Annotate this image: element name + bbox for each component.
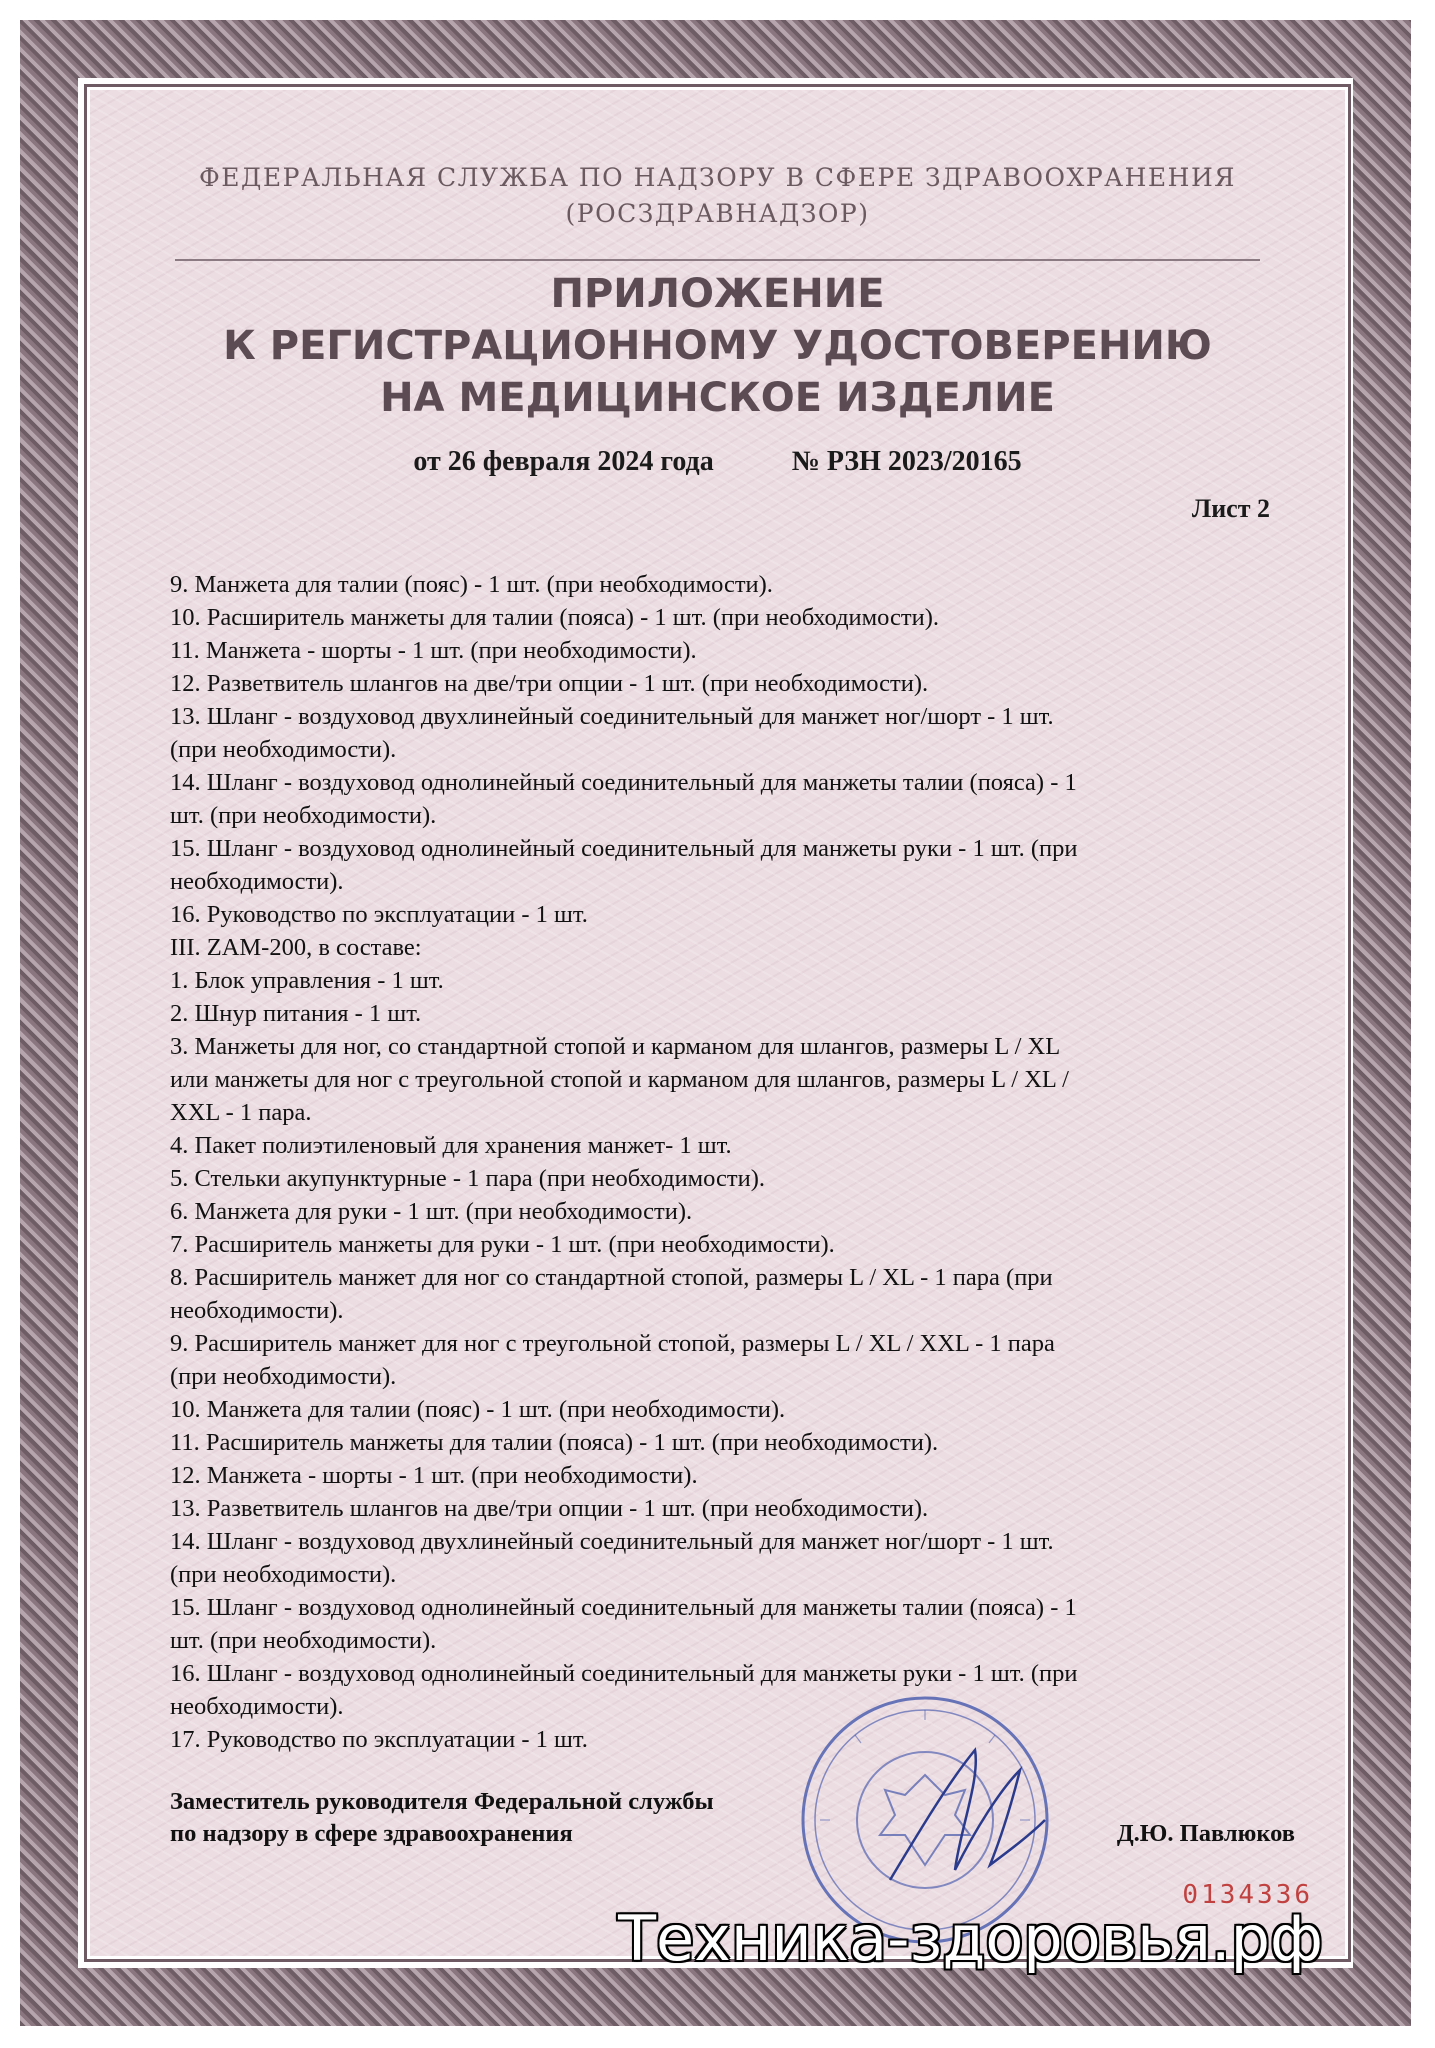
agency-abbreviation: (РОСЗДРАВНАДЗОР) <box>565 199 870 228</box>
list-item: 9. Расширитель манжет для ног с треугольной стопой, размеры L / XL / XXL - 1 пара <box>170 1330 1055 1357</box>
handwritten-signature-icon <box>880 1740 1050 1890</box>
list-item: необходимости). <box>170 1693 344 1720</box>
date-number-line <box>0 446 1435 478</box>
list-item: 14. Шланг - воздуховод двухлинейный соединительный для манжет ног/шорт - 1 шт. <box>170 1528 1054 1555</box>
list-item: (при необходимости). <box>170 736 397 763</box>
signatory-line-1: Заместитель руководителя Федеральной службы <box>170 1788 714 1815</box>
list-item: (при необходимости). <box>170 1561 397 1588</box>
signer-name: Д.Ю. Павлюков <box>1116 1820 1295 1847</box>
list-item: или манжеты для ног с треугольной стопой и карманом для шлангов, размеры L / XL / <box>170 1066 1069 1093</box>
list-item: 10. Расширитель манжеты для талии (пояса) - 1 шт. (при необходимости). <box>170 604 940 631</box>
list-item: 16. Руководство по эксплуатации - 1 шт. <box>170 901 588 928</box>
list-item: 15. Шланг - воздуховод однолинейный соединительный для манжеты руки - 1 шт. (при <box>170 835 1078 862</box>
signatory-line-2: по надзору в сфере здравоохранения <box>170 1820 573 1847</box>
issue-date: от 26 февраля 2024 года <box>413 446 714 477</box>
list-item: 7. Расширитель манжеты для руки - 1 шт. (при необходимости). <box>170 1231 835 1258</box>
list-item: 13. Разветвитель шлангов на две/три опции - 1 шт. (при необходимости). <box>170 1495 929 1522</box>
list-item: 17. Руководство по эксплуатации - 1 шт. <box>170 1726 588 1753</box>
list-item: XXL - 1 пара. <box>170 1099 312 1126</box>
list-item: 6. Манжета для руки - 1 шт. (при необходимости). <box>170 1198 693 1225</box>
agency-heading <box>0 160 1435 232</box>
list-item: 8. Расширитель манжет для ног со стандартной стопой, размеры L / XL - 1 пара (при <box>170 1264 1053 1291</box>
list-item: шт. (при необходимости). <box>170 1627 437 1654</box>
list-item: 11. Манжета - шорты - 1 шт. (при необходимости). <box>170 637 697 664</box>
composition-list <box>170 568 1300 1756</box>
serial-number: 0134336 <box>1182 1880 1313 1910</box>
list-item: 12. Манжета - шорты - 1 шт. (при необходимости). <box>170 1462 698 1489</box>
list-item: 1. Блок управления - 1 шт. <box>170 967 444 994</box>
list-item: 12. Разветвитель шлангов на две/три опции - 1 шт. (при необходимости). <box>170 670 929 697</box>
list-item: III. ZAM-200, в составе: <box>170 934 422 961</box>
list-item: 2. Шнур питания - 1 шт. <box>170 1000 422 1027</box>
list-item: 13. Шланг - воздуховод двухлинейный соединительный для манжет ног/шорт - 1 шт. <box>170 703 1054 730</box>
list-item: 9. Манжета для талии (пояс) - 1 шт. (при необходимости). <box>170 571 773 598</box>
list-item: 10. Манжета для талии (пояс) - 1 шт. (при необходимости). <box>170 1396 786 1423</box>
list-item: 11. Расширитель манжеты для талии (пояса) - 1 шт. (при необходимости). <box>170 1429 939 1456</box>
agency-name: ФЕДЕРАЛЬНАЯ СЛУЖБА ПО НАДЗОРУ В СФЕРЕ ЗДРАВООХРАНЕНИЯ <box>199 163 1236 192</box>
header-divider <box>175 259 1260 261</box>
signatory-title <box>170 1786 714 1850</box>
registration-number: № РЗН 2023/20165 <box>791 446 1022 477</box>
list-item: 16. Шланг - воздуховод однолинейный соединительный для манжеты руки - 1 шт. (при <box>170 1660 1078 1687</box>
list-item: шт. (при необходимости). <box>170 802 437 829</box>
title-line-3: НА МЕДИЦИНСКОЕ ИЗДЕЛИЕ <box>380 375 1055 421</box>
list-item: 3. Манжеты для ног, со стандартной стопой и карманом для шлангов, размеры L / XL <box>170 1033 1061 1060</box>
list-item: 4. Пакет полиэтиленовый для хранения манжет- 1 шт. <box>170 1132 732 1159</box>
list-item: 5. Стельки акупунктурные - 1 пара (при необходимости). <box>170 1165 766 1192</box>
site-watermark: Техника-здоровья.рф <box>618 1902 1323 1975</box>
list-item: необходимости). <box>170 1297 344 1324</box>
list-item: (при необходимости). <box>170 1363 397 1390</box>
title-line-1: ПРИЛОЖЕНИЕ <box>550 271 885 317</box>
title-line-2: К РЕГИСТРАЦИОННОМУ УДОСТОВЕРЕНИЮ <box>223 323 1212 369</box>
list-item: 15. Шланг - воздуховод однолинейный соединительный для манжеты талии (пояса) - 1 <box>170 1594 1077 1621</box>
sheet-number: Лист 2 <box>1191 494 1270 523</box>
list-item: необходимости). <box>170 868 344 895</box>
list-item: 14. Шланг - воздуховод однолинейный соединительный для манжеты талии (пояса) - 1 <box>170 769 1077 796</box>
document-title <box>0 268 1435 424</box>
